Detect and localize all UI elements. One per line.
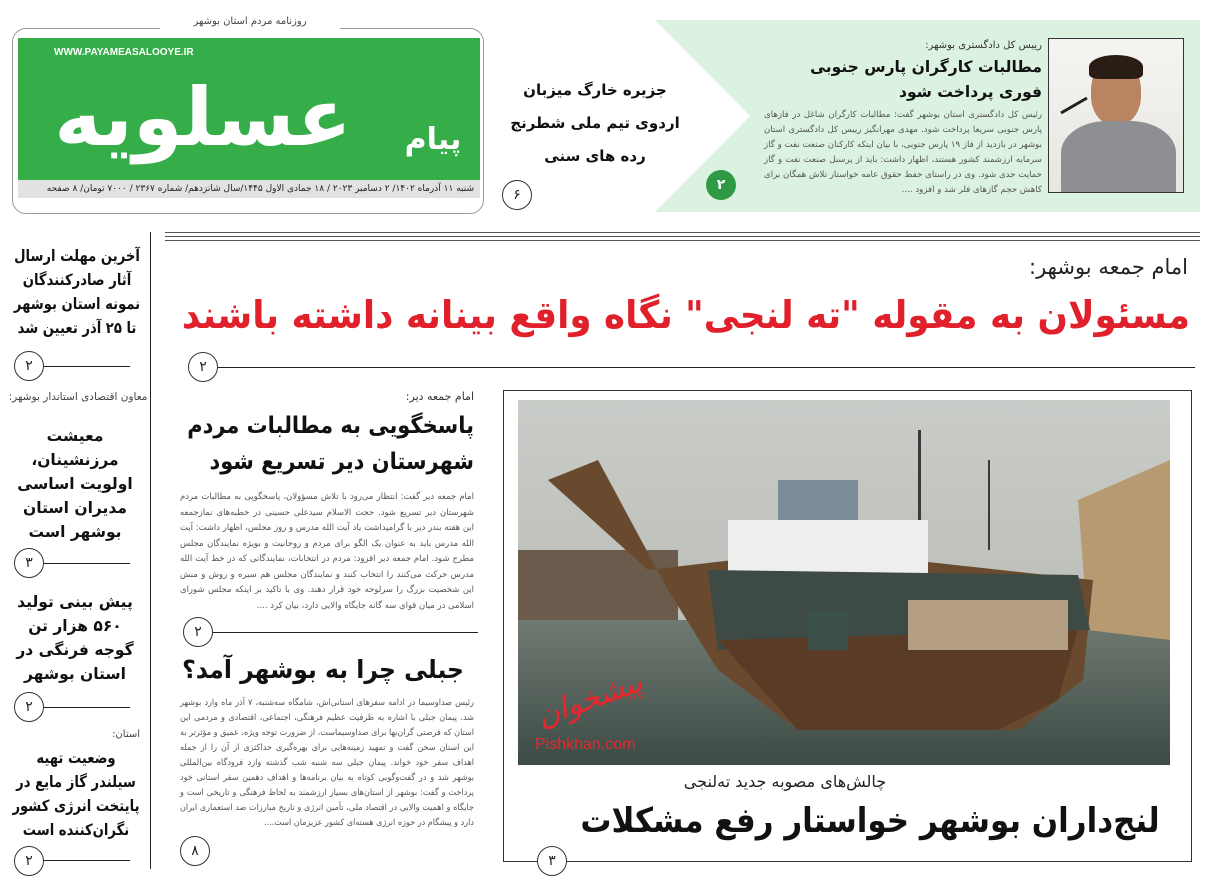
- watermark-url: Pishkhan.com: [535, 736, 636, 753]
- divider: [190, 367, 1195, 368]
- portrait-hair: [1089, 55, 1143, 79]
- portrait-body: [1061, 121, 1176, 193]
- teaser-line: رده های سنی: [544, 147, 646, 165]
- top-story-headline[interactable]: مطالبات کارگران پارس جنوبی فوری پرداخت شود: [810, 58, 1042, 101]
- sidebar-headline[interactable]: آخرین مهلت ارسال آثار صادرکنندگان نمونه استان بوشهر تا ۲۵ آذر تعیین شد: [13, 247, 141, 337]
- teaser-line: اردوی تیم ملی شطرنج: [510, 114, 680, 132]
- teaser-line: جزیره خارگ میزبان: [523, 81, 667, 99]
- top-story-kicker: رییس کل دادگستری بوشهر:: [925, 40, 1042, 51]
- article2-body: رئیس صداوسیما در ادامه سفرهای استانی‌اش، شامگاه سه‌شنبه، ۷ آذر ماه وارد بوشهر شد. پیمان جبلی با اشاره به ظرفیت عظیم فرهنگی، اجتماعی، اقتصادی و مردمی این استان که فرصتی گران‌بها برای صداوسیماست، از ضرورت توجه ویژه، عمیق و مؤثرتر به این استان سخن گفت و تمهید زمینه‌هایی برای بهره‌گیری حداکثری از آن را از جمله اهداف سفر خود خواند. پیمان جبلی سه شنبه شب گذشته وارد فرودگاه بین‌المللی بوشهر شد و در گفت‌وگویی کوتاه به بیان برنامه‌ها و اهداف دهمین سفر استانی خود پرداخت و گفت: بوشهر از استان‌های بسیار ارزشمند به لحاظ فرهنگی و تاریخی است و جایگاه و اهمیت والایی در اقتصاد ملی، تأمین انرژی و تاریخ مبارزات ضد استعماری ایران دارد و پیشگام در حوزه انرژی هسته‌ای کشور عزیزمان است....: [180, 698, 474, 828]
- page-number-badge: ۲: [183, 617, 213, 647]
- photo-story-kicker: چالش‌های مصوبه جدید ته‌لنجی: [683, 772, 887, 791]
- page-number-badge: ۲: [14, 351, 44, 381]
- divider: [165, 240, 1200, 241]
- sidebar-headline[interactable]: پیش بینی تولید ۵۶۰ هزار تن گوجه فرنگی در استان بوشهر: [16, 593, 134, 683]
- top-story-photo: [1048, 38, 1184, 193]
- lead-headline[interactable]: مسئولان به مقوله "ته لنجی" نگاه واقع بینانه داشته باشند: [181, 293, 1190, 337]
- website-url: WWW.PAYAMEASALOOYE.IR: [54, 47, 194, 58]
- article1-kicker: امام جمعه دیر:: [405, 390, 474, 403]
- page-number-badge: ۲: [188, 352, 218, 382]
- page-number-badge: ۶: [502, 180, 532, 210]
- top-story-page-badge: ۲: [706, 170, 736, 200]
- tagline: روزنامه مردم استان بوشهر: [160, 14, 340, 30]
- sidebar-kicker: معاون اقتصادی استاندار بوشهر:: [8, 391, 148, 403]
- dateline: شنبه ۱۱ آذرماه ۱۴۰۲/ ۲ دسامبر ۲۰۲۳ / ۱۸ جمادی الاول ۱۴۴۵/سال شانزدهم/ شماره ۲۳۶۷ / ۷۰۰۰ تومان/ ۸ صفحه: [18, 180, 480, 198]
- logo-prefix-text: پیام: [404, 122, 462, 157]
- article1-headline[interactable]: پاسخگویی به مطالبات مردم شهرستان دیر تسریع شود: [187, 413, 474, 475]
- page-number-badge: ۳: [537, 846, 567, 876]
- page-number-badge: ۸: [180, 836, 210, 866]
- article1-body: امام جمعه دیر گفت: انتظار می‌رود با تلاش مسؤولان، پاسخگویی به مطالبات مردم شهرستان دیر تسریع شود. حجت الاسلام سیدعلی حسینی در خطبه‌های نمازجمعه این هفته بندر دیر با گرامیداشت یاد آیت الله مدرس و روز مجلس، اظهار داشت: آیت الله مدرس باید به عنوان یک الگو برای مردم و روحانیت و بویژه نمایندگان مجلس مطرح شود. امام جمعه دیر افزود: مردم در انتخابات، نمایندگانی که در خط آیت الله مدرس حرکت می‌کنند را انتخاب کنند و نمایندگان مجلس هم سیره و روش و منش این شخصیت بزرگ را سرلوحه خود قرار دهند. وی با تاکید بر اینکه مجلس شورای اسلامی در میان قوای سه گانه جایگاه والایی دارد، بیان کرد ....: [180, 492, 474, 611]
- watermark-logo: پیشخوان: [532, 664, 647, 735]
- microphone: [1060, 97, 1087, 115]
- top-story-body: رئیس کل دادگستری استان بوشهر گفت: مطالبات کارگران شاغل در فازهای پارس جنوبی سریعا پرداخت شود. مهدی مهرانگیز رییس کل دادگستری استان بوشهر در بازدید از فاز ۱۹ پارس جنوبی، با بیان اینکه کارکنان صنعت نفت و گاز سرمایه ارزشمند کشور هستند، اظهار داشت: باید از پرسنل صنعت نفت و گاز حمایت جدی شود. وی در راستای حفظ حقوق عامه خواستار تلاش همگان برای کاهش حجم گازهای فلر شد و افزود ....: [764, 110, 1042, 195]
- page-number-badge: ۲: [14, 846, 44, 876]
- logo-main-text: عسلویه: [54, 71, 352, 164]
- divider: [165, 232, 1200, 233]
- article2-headline[interactable]: جبلی چرا به بوشهر آمد؟: [182, 655, 464, 684]
- lead-kicker: امام جمعه بوشهر:: [1029, 255, 1188, 279]
- page-number-badge: ۲: [14, 692, 44, 722]
- sidebar-headline[interactable]: وضعیت تهیه سیلندر گاز مایع در پایتخت انرژی کشور نگران‌کننده است: [12, 749, 140, 839]
- sidebar-kicker: استان:: [112, 729, 140, 740]
- divider: [165, 236, 1200, 237]
- logo: [18, 38, 480, 180]
- page-number-badge: ۳: [14, 548, 44, 578]
- column-divider: [150, 232, 151, 869]
- photo-story-headline[interactable]: لنج‌داران بوشهر خواستار رفع مشکلات: [580, 801, 1160, 841]
- divider: [195, 632, 478, 633]
- sidebar-headline[interactable]: معیشت مرزنشینان، اولویت اساسی مدیران استان بوشهر است: [17, 427, 133, 541]
- masthead: [10, 10, 486, 215]
